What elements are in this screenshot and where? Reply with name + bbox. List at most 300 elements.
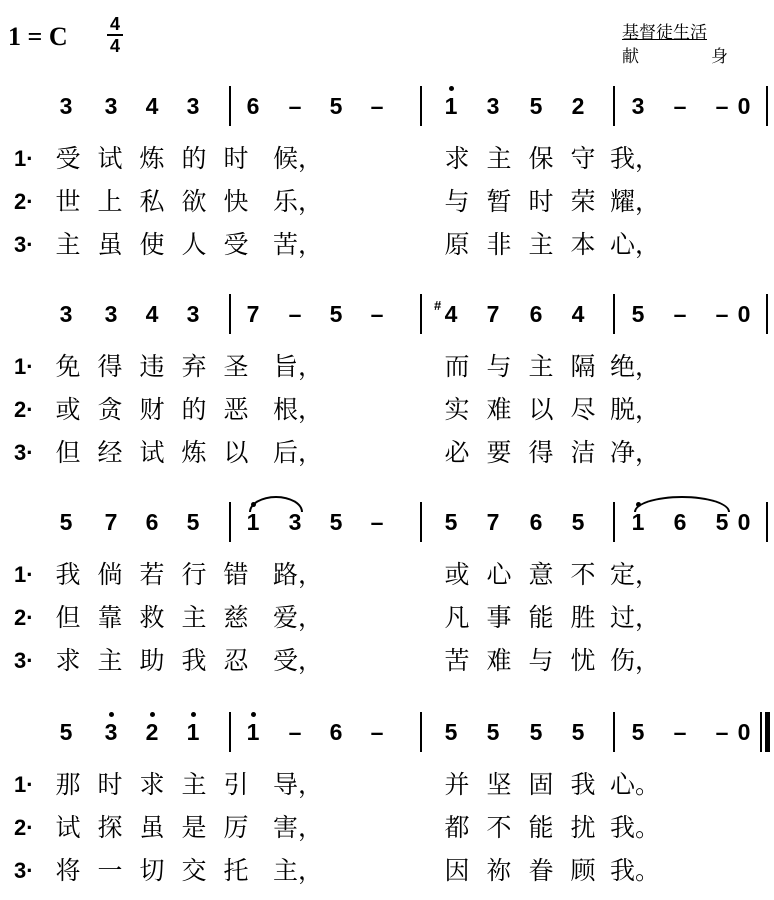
note (567, 300, 589, 328)
lyric-char: 并 (444, 770, 470, 799)
note-digit: 5 (329, 93, 343, 119)
lyric-char: 因 (444, 856, 470, 885)
dash-note (366, 508, 388, 536)
final-barline-thick (765, 712, 770, 752)
lyric-char: 财 (139, 395, 165, 424)
lyric-char: 求 (444, 144, 470, 173)
note-digit: 6 (673, 509, 687, 535)
dash-note (669, 92, 691, 120)
note (325, 508, 347, 536)
lyric-char: 不 (570, 560, 596, 589)
lyric-char: 但 (55, 603, 81, 632)
lyric-line (14, 352, 754, 382)
verse-number: 3· (14, 232, 34, 257)
lyric-char: 探 (97, 813, 123, 842)
note (525, 92, 547, 120)
note (242, 300, 264, 328)
lyric-char: 受 (223, 230, 249, 259)
note (141, 300, 163, 328)
note-digit: 3 (186, 301, 200, 327)
lyric-char: 我 (181, 646, 207, 675)
note-digit: – (288, 301, 302, 327)
barline (613, 502, 615, 542)
note-digit: 4 (571, 301, 585, 327)
note-digit: 0 (737, 509, 751, 535)
note-digit: 5 (444, 719, 458, 745)
lyric-line (14, 770, 754, 800)
note (325, 92, 347, 120)
lyric-char: 求 (55, 646, 81, 675)
dash-note (284, 300, 306, 328)
lyric-char: 的 (181, 395, 207, 424)
lyric-line (14, 856, 754, 886)
lyric-char: 是 (181, 813, 207, 842)
lyric-char: 胜 (570, 603, 596, 632)
note-digit: 3 (59, 301, 73, 327)
lyric-char: 绝， (610, 352, 661, 381)
note (284, 508, 306, 536)
verse-number: 2· (14, 397, 34, 422)
lyric-char: 一 (97, 856, 123, 885)
time-signature (104, 14, 126, 56)
note-digit: 7 (486, 509, 500, 535)
dash-note (711, 92, 733, 120)
lyric-char: 快 (223, 187, 249, 216)
lyric-char: 根， (273, 395, 324, 424)
lyric-char: 经 (97, 438, 123, 467)
note-digit: 2 (571, 93, 585, 119)
note-digit: – (288, 719, 302, 745)
note-digit: 5 (444, 509, 458, 535)
lyric-char: 暂 (486, 187, 512, 216)
note (482, 508, 504, 536)
note (100, 300, 122, 328)
note (55, 718, 77, 746)
dash-note (284, 92, 306, 120)
lyric-char: 脱， (610, 395, 661, 424)
note (55, 508, 77, 536)
verse-number: 1· (14, 772, 34, 797)
lyric-char: 免 (55, 352, 81, 381)
note-digit: 5 (59, 509, 73, 535)
lyric-char: 主 (55, 230, 81, 259)
lyric-char: 乐， (273, 187, 324, 216)
notation-row (0, 92, 774, 132)
lyric-char: 交 (181, 856, 207, 885)
lyric-char: 或 (444, 560, 470, 589)
verse-number: 2· (14, 815, 34, 840)
lyric-char: 主 (528, 352, 554, 381)
lyric-char: 欲 (181, 187, 207, 216)
lyric-char: 主， (273, 856, 324, 885)
lyric-char: 主 (181, 603, 207, 632)
lyric-char: 弃 (181, 352, 207, 381)
note-digit: 5 (329, 301, 343, 327)
note-digit: – (370, 719, 384, 745)
lyric-char: 我， (610, 144, 661, 173)
note (325, 300, 347, 328)
lyric-char: 苦 (444, 646, 470, 675)
note-digit: – (715, 719, 729, 745)
lyric-char: 固 (528, 770, 554, 799)
lyric-char: 我 (55, 560, 81, 589)
barline (420, 86, 422, 126)
barline (229, 502, 231, 542)
note (440, 92, 462, 120)
note-digit: – (715, 301, 729, 327)
barline (229, 294, 231, 334)
barline (613, 712, 615, 752)
lyric-char: 候， (273, 144, 324, 173)
verse-number: 3· (14, 858, 34, 883)
lyric-char: 坚 (486, 770, 512, 799)
note-digit: 3 (486, 93, 500, 119)
lyric-char: 试 (55, 813, 81, 842)
lyric-char: 主 (181, 770, 207, 799)
octave-dot (251, 712, 256, 717)
note (525, 508, 547, 536)
barline (229, 86, 231, 126)
lyric-char: 过， (610, 603, 661, 632)
note-digit: 3 (104, 719, 118, 745)
note (242, 718, 264, 746)
lyric-char: 保 (528, 144, 554, 173)
lyric-char: 忧 (570, 646, 596, 675)
lyric-char: 引 (223, 770, 249, 799)
verse-number: 2· (14, 189, 34, 214)
note-digit: 2 (145, 719, 159, 745)
lyric-char: 害， (273, 813, 324, 842)
notation-row (0, 718, 774, 758)
note (567, 508, 589, 536)
lyric-char: 得 (528, 438, 554, 467)
lyric-char: 使 (139, 230, 165, 259)
note-digit: 0 (737, 301, 751, 327)
lyric-char: 我。 (610, 813, 661, 842)
verse-number: 2· (14, 605, 34, 630)
lyric-char: 能 (528, 813, 554, 842)
lyric-char: 爱， (273, 603, 324, 632)
note-digit: 1 (246, 509, 260, 535)
note (733, 92, 755, 120)
lyric-char: 虽 (139, 813, 165, 842)
note (627, 92, 649, 120)
lyric-char: 洁 (570, 438, 596, 467)
hymn-title-char: 献 (622, 47, 639, 67)
hymn-title-char: 身 (711, 47, 728, 67)
note (55, 300, 77, 328)
lyric-char: 但 (55, 438, 81, 467)
lyric-char: 助 (139, 646, 165, 675)
barline (766, 294, 768, 334)
lyric-char: 本 (570, 230, 596, 259)
lyric-char: 私 (139, 187, 165, 216)
sharp-sign: # (434, 298, 442, 313)
lyric-char: 我 (570, 770, 596, 799)
lyric-char: 我。 (610, 856, 661, 885)
note-digit: 3 (104, 93, 118, 119)
lyric-char: 守 (570, 144, 596, 173)
note (325, 718, 347, 746)
note-digit: – (715, 93, 729, 119)
lyric-char: 尽 (570, 395, 596, 424)
note (55, 92, 77, 120)
octave-dot (150, 712, 155, 717)
lyric-char: 靠 (97, 603, 123, 632)
barline (420, 712, 422, 752)
note (482, 718, 504, 746)
note-digit: 7 (486, 301, 500, 327)
verse-number: 3· (14, 648, 34, 673)
lyric-char: 隔 (570, 352, 596, 381)
note-digit: – (370, 301, 384, 327)
note (182, 718, 204, 746)
note (627, 508, 649, 536)
lyric-char: 耀， (610, 187, 661, 216)
hymn-title (622, 42, 728, 67)
lyric-char: 慈 (223, 603, 249, 632)
lyric-char: 意 (528, 560, 554, 589)
note (100, 508, 122, 536)
lyric-char: 忍 (223, 646, 249, 675)
lyric-char: 非 (486, 230, 512, 259)
note-digit: 5 (631, 719, 645, 745)
lyric-char: 世 (55, 187, 81, 216)
tie-arc (249, 496, 303, 512)
note-digit: 1 (186, 719, 200, 745)
lyric-char: 祢 (486, 856, 512, 885)
lyric-char: 错 (223, 560, 249, 589)
note-digit: – (370, 93, 384, 119)
lyric-char: 顾 (570, 856, 596, 885)
lyric-char: 圣 (223, 352, 249, 381)
note (482, 92, 504, 120)
note-digit: 4 (145, 301, 159, 327)
lyric-char: 与 (528, 646, 554, 675)
lyric-char: 苦， (273, 230, 324, 259)
key-signature: 1 = C (8, 22, 68, 51)
octave-dot (191, 712, 196, 717)
lyric-char: 违 (139, 352, 165, 381)
note (100, 718, 122, 746)
verse-number: 3· (14, 440, 34, 465)
lyric-line (14, 438, 754, 468)
note (182, 508, 204, 536)
note-digit: 0 (737, 719, 751, 745)
note-digit: – (673, 301, 687, 327)
dash-note (669, 300, 691, 328)
lyric-char: 扰 (570, 813, 596, 842)
dash-note (284, 718, 306, 746)
verse-number: 1· (14, 146, 34, 171)
barline (766, 86, 768, 126)
dash-note (711, 718, 733, 746)
note (733, 718, 755, 746)
note (182, 300, 204, 328)
barline (229, 712, 231, 752)
lyric-char: 或 (55, 395, 81, 424)
lyric-char: 而 (444, 352, 470, 381)
note-digit: 1 (631, 509, 645, 535)
note (525, 300, 547, 328)
lyric-char: 心。 (610, 770, 661, 799)
tie-arc (634, 496, 730, 512)
dash-note (669, 718, 691, 746)
note-digit: – (673, 93, 687, 119)
lyric-line (14, 395, 754, 425)
lyric-char: 与 (444, 187, 470, 216)
note-digit: 3 (186, 93, 200, 119)
dash-note (366, 92, 388, 120)
lyric-char: 实 (444, 395, 470, 424)
note-digit: 3 (631, 93, 645, 119)
lyric-char: 切 (139, 856, 165, 885)
barline (420, 294, 422, 334)
note (733, 508, 755, 536)
lyric-char: 行 (181, 560, 207, 589)
note-digit: 7 (246, 301, 260, 327)
lyric-char: 心 (486, 560, 512, 589)
note-digit: 6 (529, 509, 543, 535)
note-digit: 1 (444, 93, 458, 119)
note-digit: 1 (246, 719, 260, 745)
notation-row (0, 300, 774, 340)
lyric-char: 厉 (223, 813, 249, 842)
note-digit: 3 (104, 301, 118, 327)
final-barline (760, 712, 762, 752)
note-digit: 5 (715, 509, 729, 535)
lyric-char: 试 (97, 144, 123, 173)
lyric-char: 必 (444, 438, 470, 467)
note (711, 508, 733, 536)
note-digit: 5 (186, 509, 200, 535)
note-digit: 5 (329, 509, 343, 535)
lyric-char: 的 (181, 144, 207, 173)
note (627, 300, 649, 328)
lyric-char: 原 (444, 230, 470, 259)
note-digit: 6 (246, 93, 260, 119)
lyric-char: 受， (273, 646, 324, 675)
note-digit: 6 (529, 301, 543, 327)
notation-row (0, 508, 774, 548)
lyric-char: 事 (486, 603, 512, 632)
lyric-line (14, 603, 754, 633)
note-digit: 4 (444, 301, 458, 327)
lyric-line (14, 187, 754, 217)
note-digit: 5 (529, 93, 543, 119)
lyric-line (14, 230, 754, 260)
note-digit: 5 (59, 719, 73, 745)
lyric-char: 净， (610, 438, 661, 467)
note-digit: 5 (571, 719, 585, 745)
lyric-line (14, 646, 754, 676)
note-digit: 5 (529, 719, 543, 745)
note-digit: 7 (104, 509, 118, 535)
lyric-char: 虽 (97, 230, 123, 259)
lyric-char: 时 (223, 144, 249, 173)
lyric-char: 救 (139, 603, 165, 632)
lyric-char: 得 (97, 352, 123, 381)
note (525, 718, 547, 746)
note (669, 508, 691, 536)
lyric-char: 时 (97, 770, 123, 799)
verse-number: 1· (14, 354, 34, 379)
lyric-char: 定， (610, 560, 661, 589)
note (440, 718, 462, 746)
note (434, 298, 462, 328)
lyric-char: 以 (223, 438, 249, 467)
lyric-char: 能 (528, 603, 554, 632)
barline (766, 502, 768, 542)
note-digit: 3 (59, 93, 73, 119)
lyric-line (14, 560, 754, 590)
lyric-char: 主 (528, 230, 554, 259)
lyric-line (14, 144, 754, 174)
lyric-char: 难 (486, 646, 512, 675)
hymn-source: 基督徒生活 (622, 23, 707, 43)
lyric-char: 时 (528, 187, 554, 216)
lyric-char: 倘 (97, 560, 123, 589)
lyric-char: 恶 (223, 395, 249, 424)
lyric-char: 与 (486, 352, 512, 381)
time-signature-top: 4 (109, 14, 120, 34)
note-digit: – (370, 509, 384, 535)
lyric-char: 都 (444, 813, 470, 842)
lyric-char: 凡 (444, 603, 470, 632)
lyric-char: 若 (139, 560, 165, 589)
note (141, 508, 163, 536)
dash-note (366, 718, 388, 746)
lyric-line (14, 813, 754, 843)
note-digit: 6 (329, 719, 343, 745)
note-digit: 5 (631, 301, 645, 327)
lyric-char: 人 (181, 230, 207, 259)
note-digit: 5 (486, 719, 500, 745)
lyric-char: 不 (486, 813, 512, 842)
lyric-char: 贪 (97, 395, 123, 424)
lyric-char: 试 (139, 438, 165, 467)
dash-note (711, 300, 733, 328)
lyric-char: 旨， (273, 352, 324, 381)
lyric-char: 导， (273, 770, 324, 799)
lyric-char: 主 (97, 646, 123, 675)
note (567, 718, 589, 746)
note-digit: 5 (571, 509, 585, 535)
lyric-char: 难 (486, 395, 512, 424)
note-digit: – (288, 93, 302, 119)
note-digit: 3 (288, 509, 302, 535)
lyric-char: 炼 (181, 438, 207, 467)
lyric-char: 以 (528, 395, 554, 424)
note (141, 92, 163, 120)
note (567, 92, 589, 120)
lyric-char: 伤， (610, 646, 661, 675)
lyric-char: 上 (97, 187, 123, 216)
lyric-char: 主 (486, 144, 512, 173)
note-digit: 0 (737, 93, 751, 119)
note (242, 92, 264, 120)
barline (613, 86, 615, 126)
barline (420, 502, 422, 542)
note (182, 92, 204, 120)
note (733, 300, 755, 328)
note-digit: 4 (145, 93, 159, 119)
lyric-char: 求 (139, 770, 165, 799)
note (242, 508, 264, 536)
lyric-char: 受 (55, 144, 81, 173)
note (482, 300, 504, 328)
note (440, 508, 462, 536)
